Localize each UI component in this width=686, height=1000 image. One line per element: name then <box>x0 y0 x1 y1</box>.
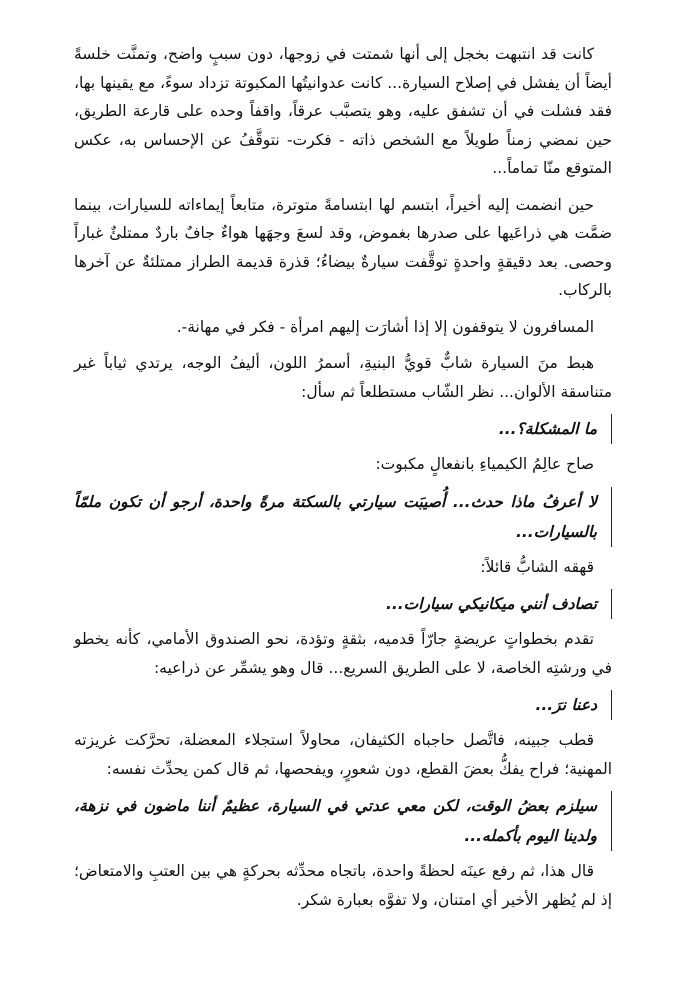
paragraph: صاح عالِمُ الكيمياءِ بانفعالٍ مكبوت: <box>375 455 594 473</box>
dialogue-quote: تصادف أنني ميكانيكي سيارات... <box>74 589 612 619</box>
paragraph: كانت قد انتبهت بخجل إلى أنها شمتت في زوجها، دون سببٍ واضح، وتمنَّت خلسةً أيضاً أن يفشل في إصلاح السيارة... كانت عدوانيتُها المكبوتة تزداد سوءً، مع يقينها بها، فقد فشلت في أن تشفق عليه، وهو يتصبَّب عرقاً، واقفاً وحده على قارعة الطريق، حين نمضي زمناً طويلاً مع الشخص ذاته - فكرت- نتوقَّفُ عن الإحساس به، عكس المتوقع منّا تماماً... <box>74 45 612 177</box>
document-page <box>74 40 612 960</box>
paragraph: المسافرون لا يتوقفون إلا إذا أشارَت إليهم امرأة - فكر في مهانة-. <box>176 317 594 336</box>
paragraph: حين انضمت إليه أخيراً، ابتسم لها ابتسامةً متوترة، متابعاً إيماءاته للسيارات، بينما ضمَّت هي ذراعَيها على صدرها بغموض، وقد لسعَ وجهَها هواءٌ جافٌ باردٌ ممتلئٌ غباراً وحصى. بعد دقيقةٍ واحدةٍ توقَّفت سيارةٌ بيضاءُ؛ قذرة قديمة الطراز ممتلئةٌ عن آخرها بالركاب. <box>74 195 612 299</box>
paragraph: قهقه الشابُّ قائلاً: <box>480 557 594 576</box>
paragraph: قال هذا، ثم رفع عينَه لحظةً واحدة، باتجاه محدِّثه بحركةٍ هي بين العتبِ والامتعاض؛ إذ لم يُظهر الأخير أي امتنان، ولا تفوَّه بعبارة شكر. <box>74 862 612 909</box>
dialogue-quote: دعنا نرَ... <box>74 690 612 720</box>
dialogue-quote: سيلزم بعضُ الوقت، لكن معي عدتي في السيارة، عظيمٌ أننا ماضون في نزهة، ولدينا اليوم بأكمله... <box>74 791 612 851</box>
paragraph: تقدم بخطواتٍ عريضةٍ جارّاً قدميه، بثقةٍ وتؤدة، نحو الصندوق الأمامي، كأنه يخطو في ورشتِه الخاصة، لا على الطريق السريع... قال وهو يشمِّر عن ذراعيه: <box>74 630 612 677</box>
paragraph: قطب جبينه، فاتَّصل حاجباه الكثيفان، محاولاً استجلاء المعضلة، تحرَّكت غريزته المهنية؛ فراح يفكُّ بعضَ القطع، دون شعورٍ، ويفحصها، ثم قال كمن يحدِّث نفسه: <box>74 731 612 778</box>
dialogue-quote: لا أعرفُ ماذا حدث... أُصيبَت سيارتي بالسكتة مرةً واحدة، أرجو أن تكون ملمّاً بالسيارات... <box>74 487 612 547</box>
dialogue-quote: ما المشكلة؟... <box>74 414 612 444</box>
paragraph: هبط منَ السيارة شابٌّ قويُّ البنيةِ، أسمرُ اللون، أليفُ الوجه، يرتدي ثياباً غير متناسقة الألوان... نظر الشّاب مستطلعاً ثم سأل: <box>74 354 612 401</box>
